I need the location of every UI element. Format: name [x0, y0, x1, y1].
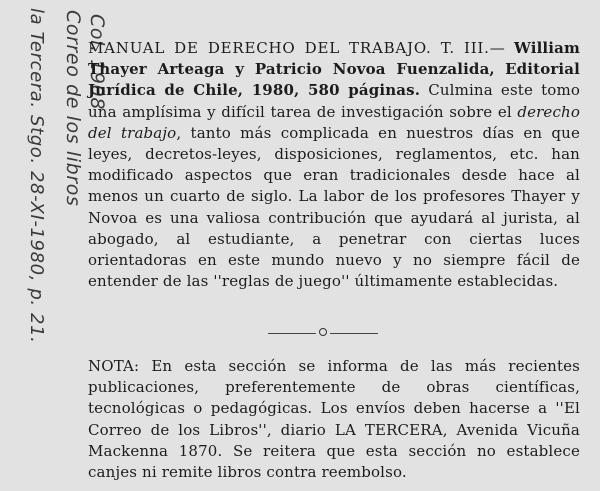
- handwritten-source-line: la Tercera. Stgo. 28-XI-1980, p. 21.: [26, 8, 47, 344]
- review-text-part-2: , tanto más complicada en nuestros días en que leyes, decretos-leyes, disposiciones, reglamentos, etc. han modificado aspectos que eran tradicionales desde hace al menos un cuarto de siglo. La labor de los profesores Thayer y Novoa es una valiosa contribución que ayudará al jurista, al abogado, al estudiante, a penetrar con ciertas luces orientadoras en este mundo nuevo y no siempre fácil de entender de las ''reglas de juego'' últimamente establecidas.: [88, 123, 581, 291]
- book-review-article: [88, 38, 580, 292]
- review-text-italic: derecho del trabajo: [88, 102, 580, 142]
- editorial-note: NOTA: En esta sección se informa de las más recientes publicaciones, preferentemente de obras científicas, tecnológicas o pedagógicas. Los envíos deben hacerse a ''El Correo de los Libros'', diario LA TERCERA, Avenida Vicuña Mackenna 1870. Se reitera que esta sección no establece canjes ni remite libros contra reembolso.: [88, 357, 580, 482]
- divider-line-left: [268, 333, 316, 334]
- divider-circle-icon: [319, 328, 327, 336]
- section-divider: [268, 326, 378, 340]
- divider-line-right: [330, 333, 378, 334]
- handwritten-section-line: Correo de los libros: [62, 10, 84, 207]
- book-title: MANUAL DE DERECHO DEL TRABAJO. T. III.—: [88, 39, 506, 57]
- book-publisher: Editorial Jurídica de Chile, 1980, 580 páginas.: [88, 60, 580, 100]
- book-authors: William Thayer Arteaga y Patricio Novoa Fuenzalida,: [88, 39, 581, 79]
- review-text-part-1: Culmina este tomo una amplísima y difícil tarea de investigación sobre el: [88, 81, 580, 121]
- handwritten-collection-line: Col. 1908: [86, 14, 108, 111]
